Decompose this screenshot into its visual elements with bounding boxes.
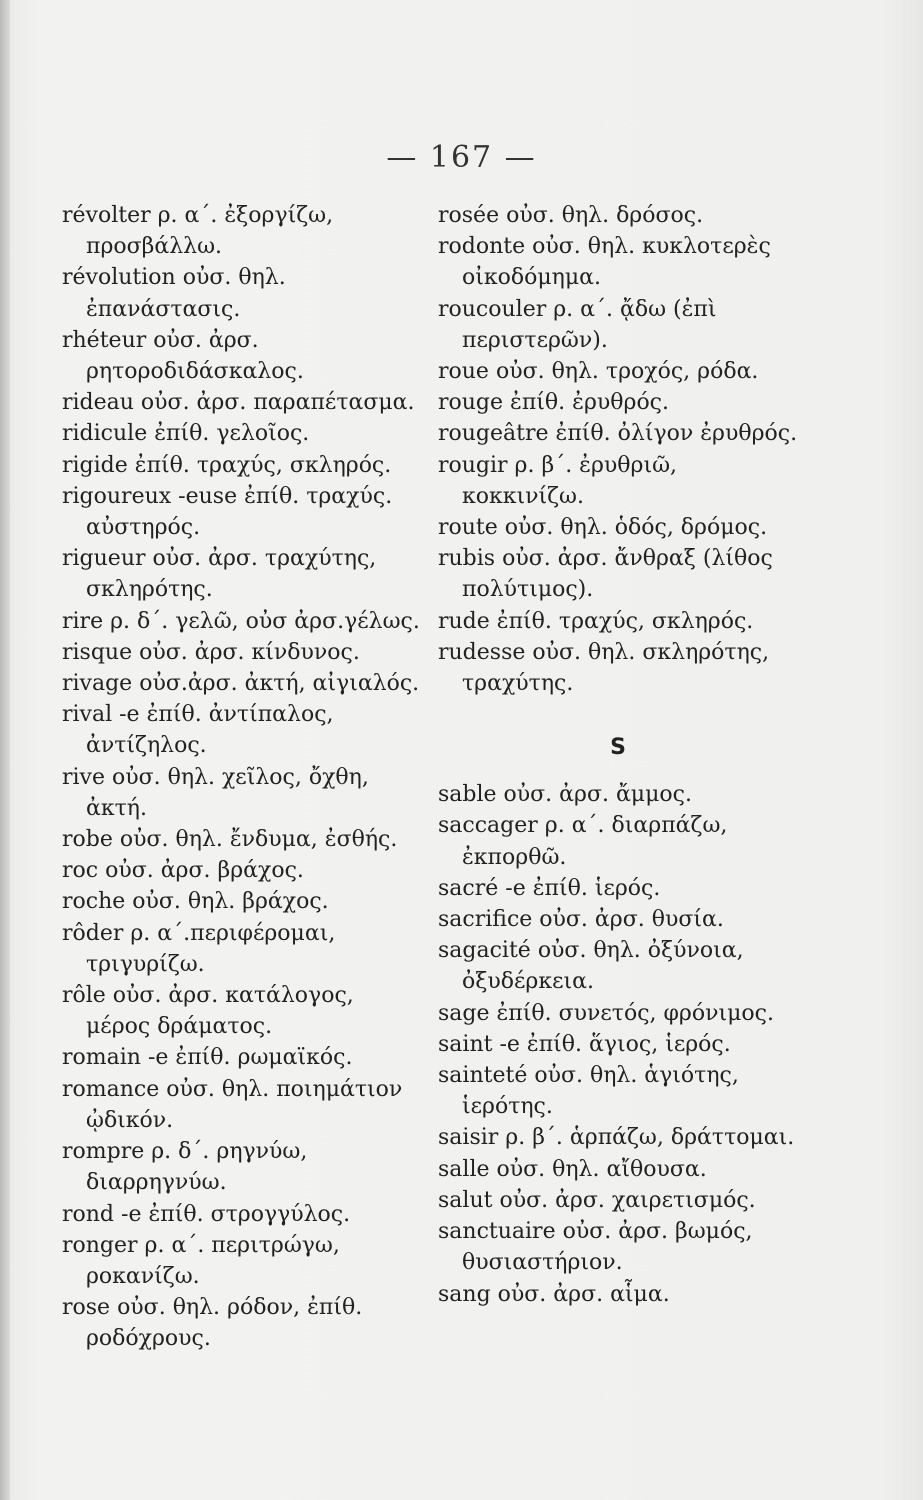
dictionary-entry: rôle οὐσ. ἀρσ. κατάλογος, μέρος δράματος.: [62, 983, 354, 1040]
dictionary-entry: rive οὐσ. θηλ. χεῖλος, ὄχθη, ἀκτή.: [62, 764, 369, 821]
dictionary-entry: rival -e ἐπίθ. ἀντίπαλος, ἀντίζηλος.: [62, 702, 334, 759]
dictionary-entry: roche οὐσ. θηλ. βράχος.: [62, 889, 329, 915]
page-spine: [0, 0, 10, 1500]
dictionary-entry: rubis οὐσ. ἀρσ. ἄνθραξ (λίθος πολύτιμος).: [438, 546, 773, 603]
dictionary-entry: sacré -e ἐπίθ. ἱερός.: [438, 875, 661, 901]
right-column: [438, 200, 798, 1310]
dictionary-entry: sacrifice οὐσ. ἀρσ. θυσία.: [438, 907, 724, 933]
page-number: — 167 —: [386, 140, 537, 175]
dictionary-entry: rompre ρ. δ΄. ρηγνύω, διαρρηγνύω.: [62, 1139, 308, 1196]
dictionary-entry: romance οὐσ. θηλ. ποιημάτιον ᾠδικόν.: [62, 1076, 403, 1133]
dictionary-entry: saccager ρ. α΄. διαρπάζω, ἐκπορθῶ.: [438, 813, 728, 870]
dictionary-entry: sanctuaire οὐσ. ἀρσ. βωμός, θυσιαστήριον.: [438, 1219, 753, 1276]
dictionary-entry: saisir ρ. β΄. ἁρπάζω, δράττομαι.: [438, 1125, 795, 1151]
dictionary-entry: rôder ρ. α΄.περιφέρομαι, τριγυρίζω.: [62, 920, 336, 977]
dictionary-entry: révolter ρ. α΄. ἐξοργίζω, προσβάλλω.: [62, 203, 334, 260]
dictionary-entry: rougeâtre ἐπίθ. ὀλίγον ἐρυθρός.: [438, 421, 798, 447]
dictionary-entry: robe οὐσ. θηλ. ἔνδυμα, ἐσθής.: [62, 827, 398, 853]
dictionary-entry: rudesse οὐσ. θηλ. σκληρότης, τραχύτης.: [438, 639, 770, 697]
dictionary-entry: sainteté οὐσ. θηλ. ἁγιότης, ἱερότης.: [438, 1063, 739, 1120]
dictionary-entry: rigueur οὐσ. ἀρσ. τραχύτης, σκληρότης.: [62, 546, 377, 603]
section-letter-heading: S: [610, 735, 626, 761]
dictionary-entry: risque οὐσ. ἀρσ. κίνδυνος.: [62, 639, 360, 665]
dictionary-entry: rougir ρ. β΄. ἐρυθριῶ, κοκκινίζω.: [438, 452, 678, 509]
dictionary-entry: rigoureux -euse ἐπίθ. τραχύς. αὐστηρός.: [62, 483, 393, 541]
dictionary-entry: roucouler ρ. α΄. ᾄδω (ἐπὶ περιστερῶν).: [438, 296, 717, 353]
dictionary-entry: sage ἐπίθ. συνετός, φρόνιμος.: [438, 1000, 774, 1026]
dictionary-entry: rivage οὐσ.ἀρσ. ἀκτή, αἰγιαλός.: [62, 671, 420, 697]
dictionary-entry: saint -e ἐπίθ. ἅγιος, ἱερός.: [438, 1031, 731, 1057]
dictionary-entry: rigide ἐπίθ. τραχύς, σκληρός.: [62, 452, 392, 478]
dictionary-entry: rhéteur οὐσ. ἀρσ. ρητοροδιδάσκαλος.: [62, 327, 304, 385]
dictionary-entry: sable οὐσ. ἀρσ. ἄμμος.: [438, 782, 692, 808]
dictionary-entry: rose οὐσ. θηλ. ρόδον, ἐπίθ. ροδόχρους.: [62, 1295, 363, 1352]
dictionary-entry: sagacité οὐσ. θηλ. ὀξύνοια, ὀξυδέρκεια.: [438, 938, 744, 995]
dictionary-entry: roc οὐσ. ἀρσ. βράχος.: [62, 858, 304, 884]
dictionary-entry: rodonte οὐσ. θηλ. κυκλοτερὲς οἰκοδόμημα.: [438, 234, 771, 291]
dictionary-entry: révolution οὐσ. θηλ. ἐπανάστασις.: [62, 265, 286, 322]
dictionary-entry: rosée οὐσ. θηλ. δρόσος.: [438, 203, 704, 228]
dictionary-entry: rouge ἐπίθ. ἐρυθρός.: [438, 390, 669, 416]
dictionary-entry: salut οὐσ. ἀρσ. χαιρετισμός.: [438, 1187, 756, 1213]
dictionary-entry: route οὐσ. θηλ. ὁδός, δρόμος.: [438, 515, 768, 541]
dictionary-entry: rude ἐπίθ. τραχύς, σκληρός.: [438, 608, 754, 634]
left-column: [62, 200, 422, 1355]
dictionary-entry: sang οὐσ. ἀρσ. αἷμα.: [438, 1281, 670, 1307]
dictionary-entry: rond -e ἐπίθ. στρογγύλος.: [62, 1201, 351, 1227]
dictionary-entry: rire ρ. δ΄. γελῶ, οὐσ ἀρσ.γέλως.: [62, 608, 420, 634]
dictionary-entry: salle οὐσ. θηλ. αἴθουσα.: [438, 1156, 707, 1182]
dictionary-entry: ronger ρ. α΄. περιτρώγω, ροκανίζω.: [62, 1232, 340, 1289]
dictionary-entry: romain -e ἐπίθ. ρωμαϊκός.: [62, 1045, 353, 1071]
dictionary-entry: ridicule ἐπίθ. γελοῖος.: [62, 421, 310, 447]
dictionary-entry: roue οὐσ. θηλ. τροχός, ρόδα.: [438, 359, 759, 385]
dictionary-entry: rideau οὐσ. ἀρσ. παραπέτασμα.: [62, 390, 415, 416]
